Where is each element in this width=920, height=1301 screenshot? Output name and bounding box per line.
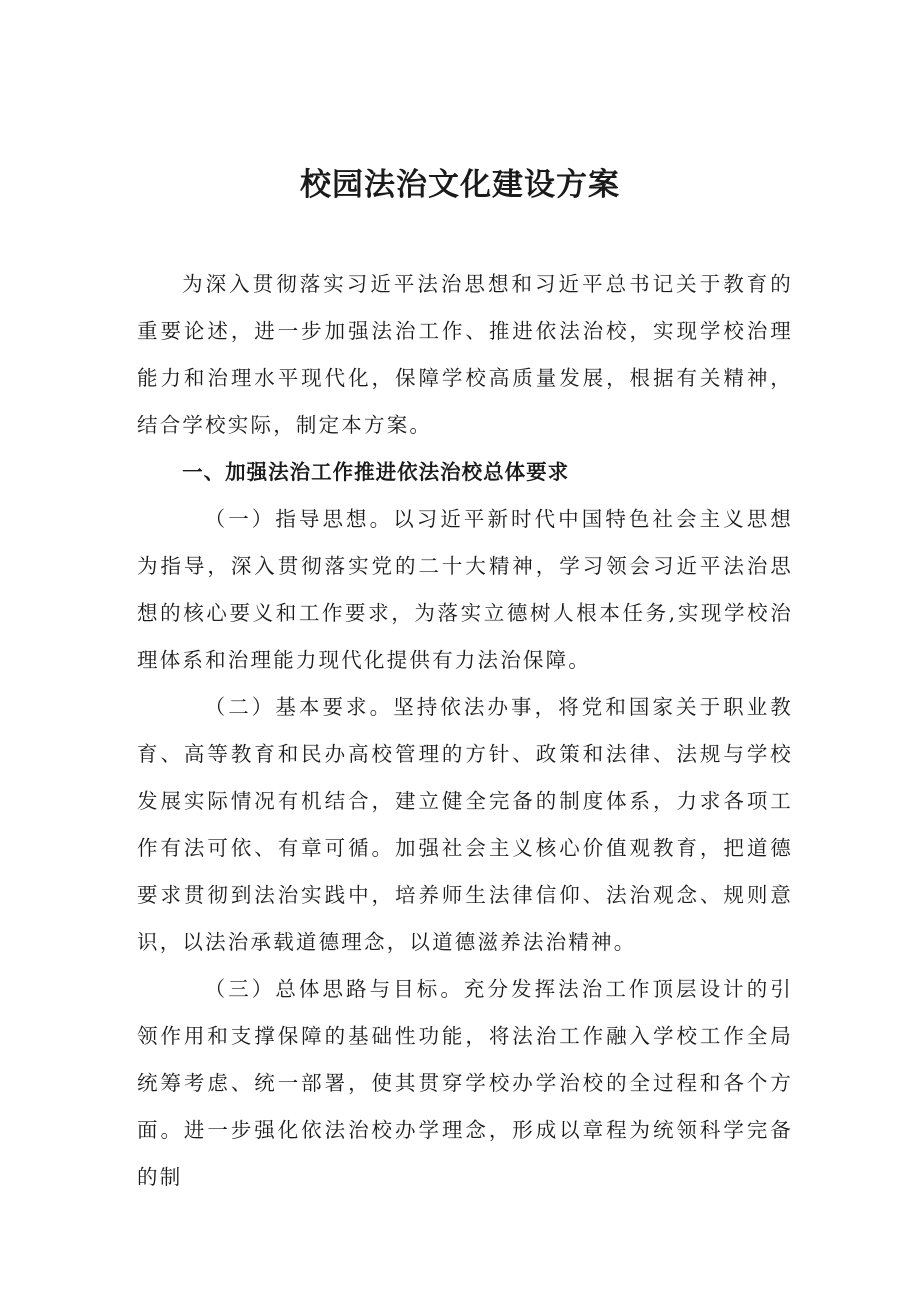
document-body <box>137 261 793 1201</box>
paragraph-guiding-ideology: （一）指导思想。以习近平新时代中国特色社会主义思想为指导，深入贯彻落实党的二十大精神，学习领会习近平法治思想的核心要义和工作要求，为落实立德树人根本任务,实现学校治理体系和治理能力现代化提供有力法治保障。 <box>137 507 793 672</box>
paragraph-basic-requirements: （二）基本要求。坚持依法办事，将党和国家关于职业教育、高等教育和民办高校管理的方针、政策和法律、法规与学校发展实际情况有机结合，建立健全完备的制度体系，力求各项工作有法可依、有章可循。加强社会主义核心价值观教育，把道德要求贯彻到法治实践中，培养师生法律信仰、法治观念、规则意识，以法治承载道德理念，以道德滋养法治精神。 <box>137 695 793 954</box>
paragraph-overall-approach: （三）总体思路与目标。充分发挥法治工作顶层设计的引领作用和支撑保障的基础性功能，将法治工作融入学校工作全局统筹考虑、统一部署，使其贯穿学校办学治校的全过程和各个方面。进一步强化依法治校办学理念，形成以章程为统领科学完备的制 <box>137 977 793 1189</box>
document-title: 校园法治文化建设方案 <box>300 167 620 203</box>
section-heading-1: 一、加强法治工作推进依法治校总体要求 <box>182 460 570 484</box>
intro-paragraph: 为深入贯彻落实习近平法治思想和习近平总书记关于教育的重要论述，进一步加强法治工作、推进依法治校，实现学校治理能力和治理水平现代化，保障学校高质量发展，根据有关精神，结合学校实际，制定本方案。 <box>137 272 793 437</box>
